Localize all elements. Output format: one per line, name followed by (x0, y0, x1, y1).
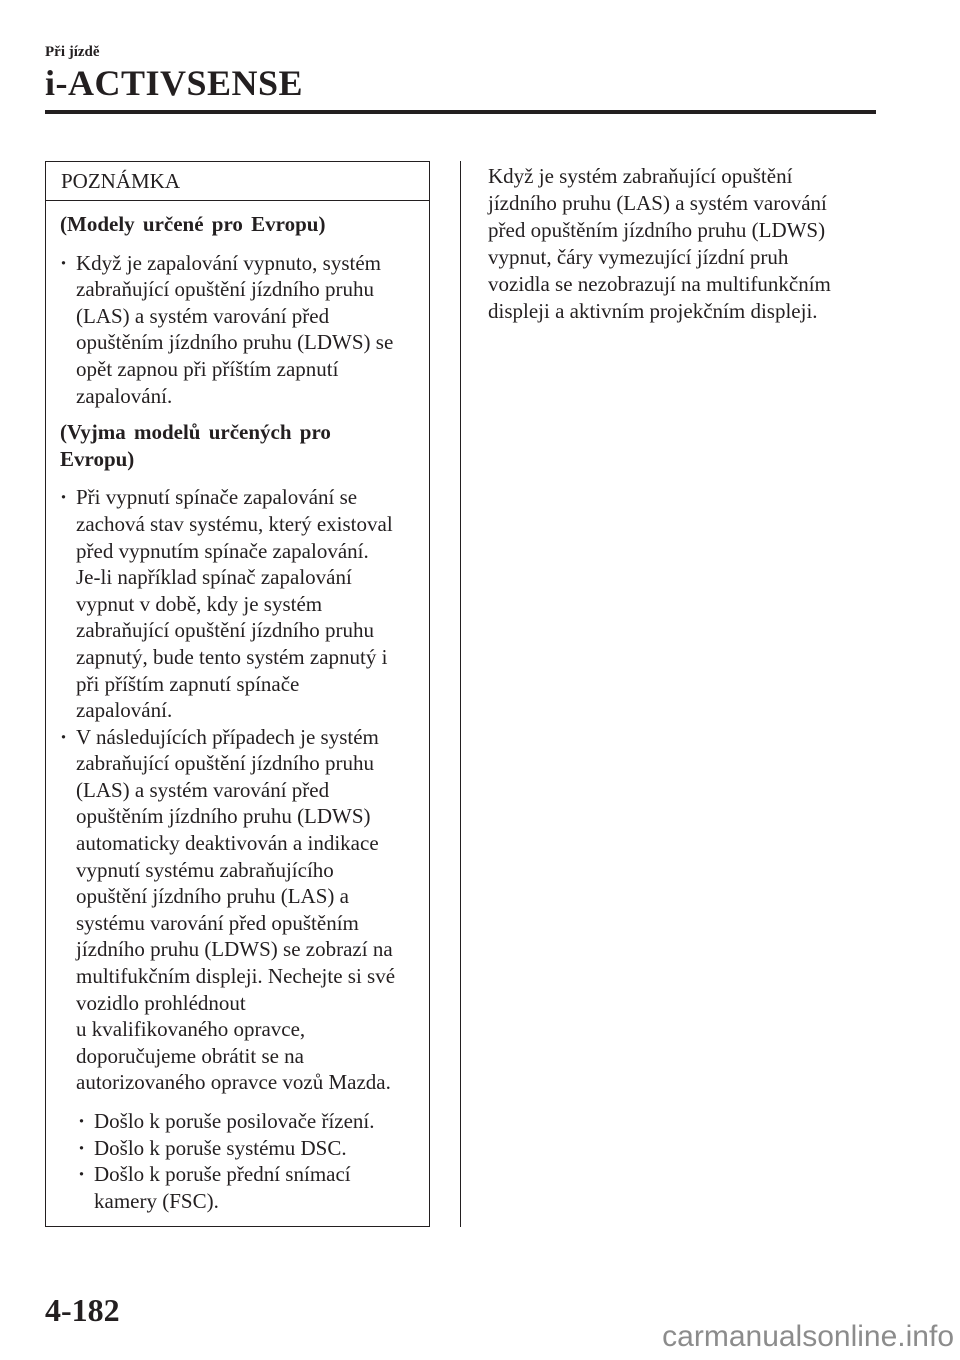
header-rule (45, 110, 876, 114)
note-subheading-europe: (Modely určené pro Evropu) (60, 212, 326, 236)
text-line: opuštěním jízdního pruhu (LDWS) se (76, 330, 394, 355)
text-line: · Došlo k poruše přední snímací (94, 1162, 351, 1187)
text-line: zapalování. (76, 383, 173, 408)
text-line: · Při vypnutí spínače zapalování se (76, 485, 358, 510)
text-line: vozidlo prohlédnout (76, 990, 246, 1015)
note-subbullet-dsc (78, 1135, 419, 1162)
chapter-title: i-ACTIVSENSE (45, 63, 304, 103)
text-line: zabraňující opuštění jízdního pruhu (76, 751, 375, 776)
note-subheading-non-europe (60, 419, 419, 472)
section-title: Při jízdě (45, 44, 100, 60)
note-bullet-state-kept (60, 484, 419, 723)
text-line: systému varování před opuštěním (76, 910, 359, 935)
text-line: zachová stav systému, který existoval (76, 511, 393, 536)
text-line: · Když je zapalování vypnuto, systém (76, 250, 382, 275)
text-line: vozidla se nezobrazují na multifunkčním (488, 272, 831, 296)
text-line: vypnut v době, kdy je systém (76, 591, 323, 616)
text-line: (Vyjma modelů určených pro (60, 420, 331, 445)
right-column-paragraph (488, 163, 831, 325)
text-line: zabraňující opuštění jízdního pruhu (76, 618, 375, 643)
text-line: kamery (FSC). (94, 1188, 219, 1213)
text-line: Když je systém zabraňující opuštění (488, 164, 793, 188)
text-line: (LAS) a systém varování před (76, 777, 330, 802)
text-line: automaticky deaktivován a indikace (76, 831, 379, 856)
text-line: u kvalifikovaného opravce, (76, 1017, 306, 1042)
note-body (46, 201, 429, 1214)
note-subbullet-fsc (78, 1161, 419, 1214)
text-line: zapalování. (76, 698, 173, 723)
text-line: při příštím zapnutí spínače (76, 671, 300, 696)
text-line: opuštěním jízdního pruhu (LDWS) (76, 804, 371, 829)
text-line: před vypnutím spínače zapalování. (76, 538, 369, 563)
text-line: opět zapnou při příštím zapnutí (76, 356, 339, 381)
text-line: vypnutí systému zabraňujícího (76, 857, 334, 882)
text-line: jízdního pruhu (LDWS) se zobrazí na (76, 937, 393, 962)
text-line: zapnutý, bude tento systém zapnutý i (76, 644, 388, 669)
watermark: carmanualsonline.info (662, 1320, 954, 1353)
note-box (45, 161, 430, 1227)
note-bullet-ignition-off (60, 250, 419, 410)
text-line: před opuštěním jízdního pruhu (LDWS) (488, 218, 826, 242)
note-bullet-auto-deactivation (60, 724, 419, 1096)
text-line: multifukčním displeji. Nechejte si své (76, 964, 396, 989)
column-divider (460, 161, 461, 1227)
note-subbullet-power-steering (78, 1108, 419, 1135)
text-line: opuštění jízdního pruhu (LAS) a (76, 884, 349, 909)
text-line: (LAS) a systém varování před (76, 303, 330, 328)
text-line: doporučujeme obrátit se na (76, 1043, 305, 1068)
text-line: · Došlo k poruše posilovače řízení. (94, 1109, 375, 1133)
text-line: zabraňující opuštění jízdního pruhu (76, 277, 375, 302)
text-line: · V následujících případech je systém (76, 724, 379, 749)
note-title: POZNÁMKA (46, 162, 429, 201)
text-line: Evropu) (60, 446, 135, 471)
text-line: Je-li například spínač zapalování (76, 565, 352, 590)
page-number: 4-182 (45, 1292, 120, 1328)
text-line: jízdního pruhu (LAS) a systém varování (488, 191, 827, 215)
text-line: · Došlo k poruše systému DSC. (94, 1135, 347, 1160)
text-line: displeji a aktivním projekčním displeji. (488, 299, 818, 323)
text-line: vypnut, čáry vymezující jízdní pruh (488, 245, 789, 269)
text-line: autorizovaného opravce vozů Mazda. (76, 1070, 391, 1095)
